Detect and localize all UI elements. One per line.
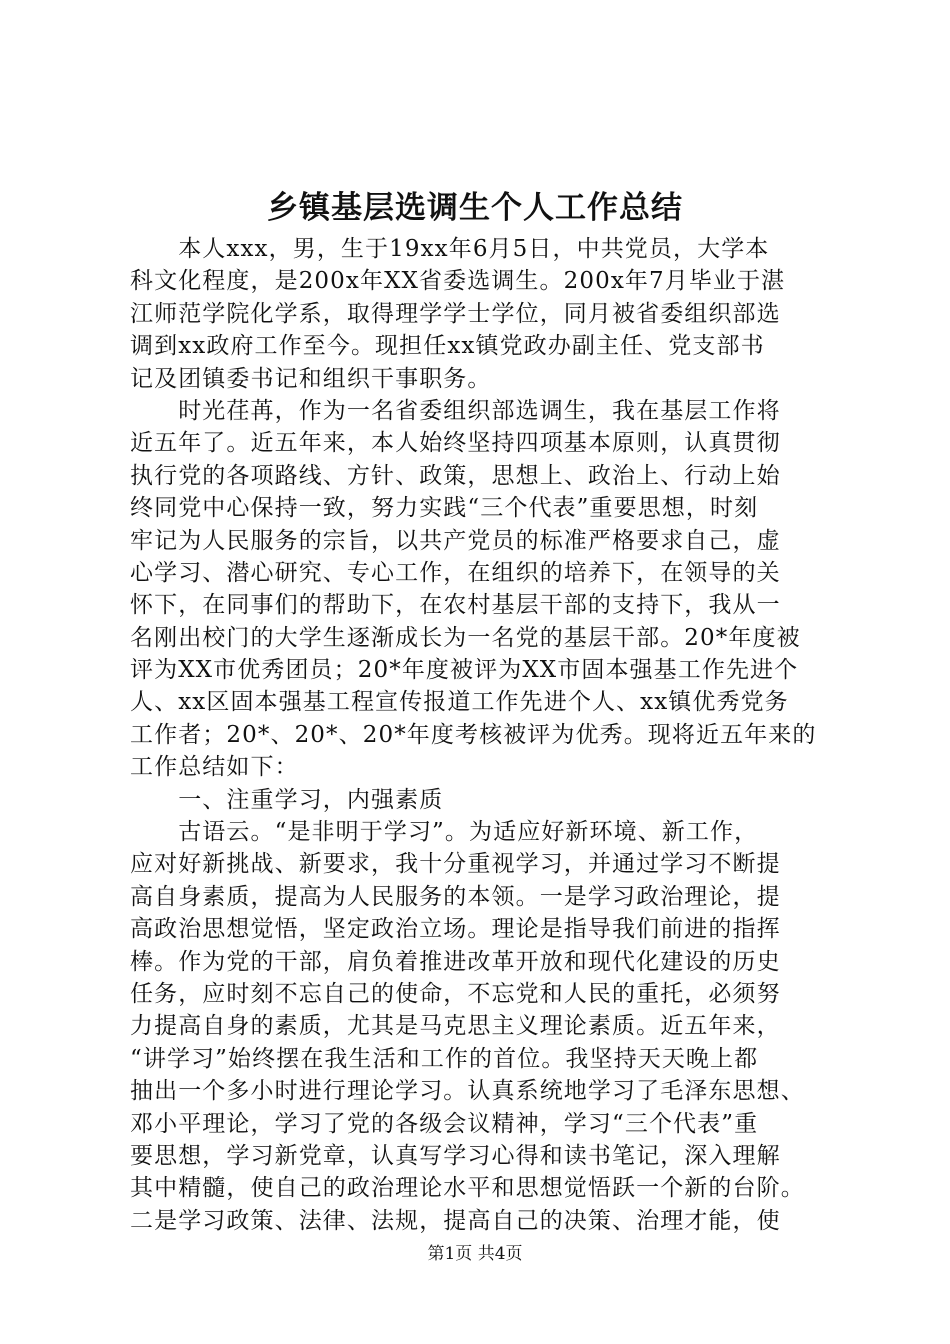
body-line: 抽出一个多小时进行理论学习。认真系统地学习了毛泽东思想、 <box>130 1078 805 1105</box>
body-line: 要思想，学习新党章，认真写学习心得和读书笔记，深入理解 <box>130 1142 781 1169</box>
body-line: 高自身素质，提高为人民服务的本领。一是学习政治理论，提 <box>130 883 781 910</box>
body-line: 本人xxx，男，生于19xx年6月5日，中共党员，大学本 <box>130 236 770 262</box>
body-line: 任务，应时刻不忘自己的使命，不忘党和人民的重托，必须努 <box>130 980 781 1007</box>
body-line: 高政治思想觉悟，坚定政治立场。理论是指导我们前进的指挥 <box>130 916 781 943</box>
body-line: 古语云。“是非明于学习”。为适应好新环境、新工作， <box>130 819 759 846</box>
body-line: 江师范学院化学系，取得理学学士学位，同月被省委组织部选 <box>130 300 781 327</box>
body-line: 力提高自身的素质，尤其是马克思主义理论素质。近五年来， <box>130 1013 781 1040</box>
body-line: 应对好新挑战、新要求，我十分重视学习，并通过学习不断提 <box>130 851 781 878</box>
body-line: 其中精髓，使自己的政治理论水平和思想觉悟跃一个新的台阶。 <box>130 1175 805 1202</box>
body-line: 怀下，在同事们的帮助下，在农村基层干部的支持下，我从一 <box>130 592 781 619</box>
body-line: 工作者；20*、20*、20*年度考核被评为优秀。现将近五年来的 <box>130 721 817 748</box>
section-heading: 一、注重学习，内强素质 <box>130 786 444 813</box>
body-line: 名刚出校门的大学生逐渐成长为一名党的基层干部。20*年度被 <box>130 624 801 651</box>
body-line: 调到xx政府工作至今。现担任xx镇党政办副主任、党支部书 <box>130 333 765 360</box>
body-line: 邓小平理论，学习了党的各级会议精神，学习“三个代表”重 <box>130 1110 759 1137</box>
body-line: 牢记为人民服务的宗旨，以共产党员的标准严格要求自己，虚 <box>130 527 781 554</box>
body-line: 评为XX市优秀团员；20*年度被评为XX市固本强基工作先进个 <box>130 657 799 684</box>
document-title: 乡镇基层选调生个人工作总结 <box>267 190 683 226</box>
body-line: 执行党的各项路线、方针、政策，思想上、政治上、行动上始 <box>130 462 781 489</box>
body-line: 记及团镇委书记和组织干事职务。 <box>130 365 492 392</box>
body-line: 棒。作为党的干部，肩负着推进改革开放和现代化建设的历史 <box>130 948 781 975</box>
body-line: 时光荏苒，作为一名省委组织部选调生，我在基层工作将 <box>130 397 781 424</box>
body-line: 终同党中心保持一致，努力实践“三个代表”重要思想，时刻 <box>130 495 759 522</box>
body-line: 心学习、潜心研究、专心工作，在组织的培养下，在领导的关 <box>130 559 781 586</box>
page-footer: 第1页 共4页 <box>427 1244 523 1264</box>
body-line: 科文化程度，是200x年XX省委选调生。200x年7月毕业于湛 <box>130 268 786 295</box>
document-body <box>130 233 830 1237</box>
body-line: 近五年了。近五年来，本人始终坚持四项基本原则，认真贯彻 <box>130 430 781 457</box>
body-line: 工作总结如下： <box>130 754 299 781</box>
body-line: 二是学习政策、法律、法规，提高自己的决策、治理才能，使 <box>130 1207 781 1234</box>
body-line: 人、xx区固本强基工程宣传报道工作先进个人、xx镇优秀党务 <box>130 689 789 716</box>
body-line: “讲学习”始终摆在我生活和工作的首位。我坚持天天晚上都 <box>130 1045 759 1072</box>
